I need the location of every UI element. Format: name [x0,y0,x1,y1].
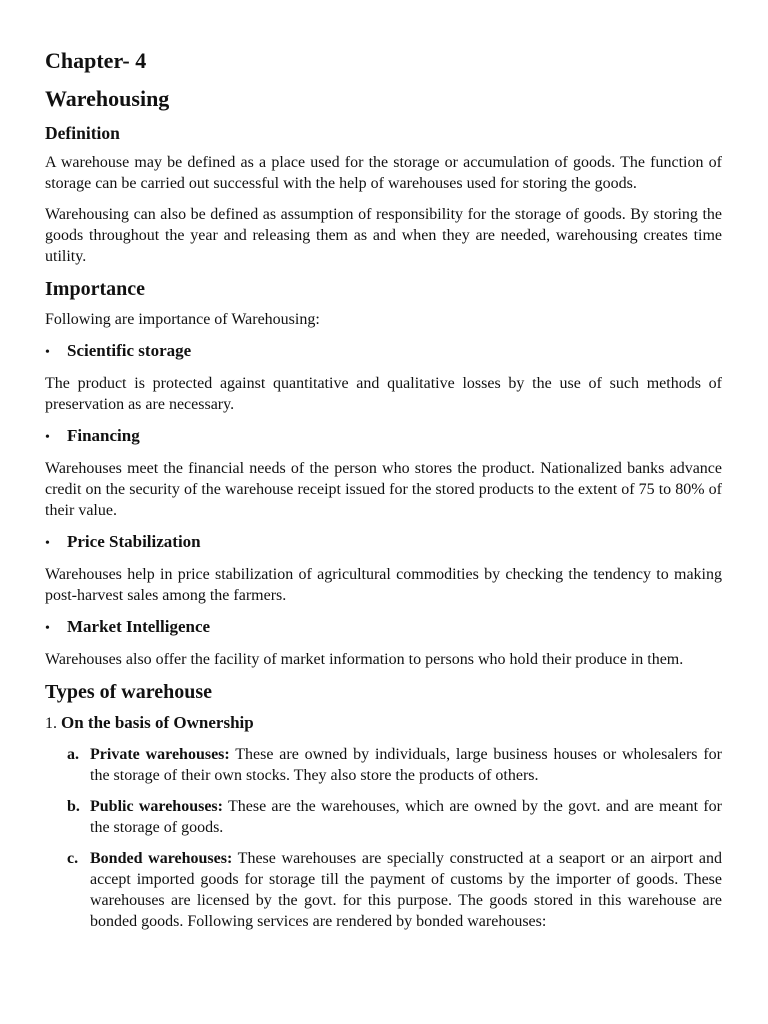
list-item-term: Bonded warehouses: [90,850,233,867]
number-label: 1. [45,715,57,732]
bullet-title: Market Intelligence [67,617,211,636]
definition-paragraph-2: Warehousing can also be defined as assumption of responsibility for the storage of goods. By storing the goods throughout the year and releasing them as and when they are needed, warehousing creates time utility. [45,206,722,265]
definition-paragraph-1: A warehouse may be defined as a place used for the storage or accumulation of goods. The function of storage can be carried out successful with the help of warehouses used for storing the goods. [45,154,722,192]
importance-intro: Following are importance of Warehousing: [45,311,320,328]
bullet-paragraph: The product is protected against quantitative and qualitative losses by the use of such methods of preservation as are necessary. [45,375,722,413]
bullet-item-price-stabilization [45,531,722,555]
bullet-icon: • [45,430,50,445]
list-marker: a. [67,746,79,763]
list-marker: b. [67,798,80,815]
bullet-title: Financing [67,426,140,445]
bullet-paragraph: Warehouses also offer the facility of market information to persons who hold their produce in them. [45,651,684,668]
bullet-icon: • [45,345,50,360]
list-item-text: These warehouses are specially constructed at a seaport or an airport and accept imported goods for storage till the payment of customs by the importer of goods. These warehouses are licensed by the govt. for this purpose. The goods stored in this warehouse are bonded goods. Following services are rendered by bonded warehouses: [90,850,723,930]
list-item-bonded-warehouses [45,848,722,932]
list-marker: c. [67,850,79,867]
list-item-private-warehouses [45,744,722,786]
bullet-paragraph: Warehouses meet the financial needs of the person who stores the product. Nationalized banks advance credit on the security of the warehouse receipt issued for the stored products to the extent of 75 to 80% of their value. [45,460,722,519]
bullet-paragraph: Warehouses help in price stabilization of agricultural commodities by checking the tendency to making post-harvest sales among the farmers. [45,566,722,604]
bullet-icon: • [45,621,50,636]
section-heading-importance: Importance [45,278,145,300]
list-item-public-warehouses [45,796,722,838]
section-heading-definition: Definition [45,123,120,143]
list-item-term: Private warehouses: [90,746,230,763]
list-item-body [90,796,722,838]
list-item-text: These are the warehouses, which are owned by the govt. and are meant for the storage of goods. [90,798,722,836]
page-title: Warehousing [45,86,170,111]
bullet-item-scientific-storage [45,340,722,364]
bullet-item-market-intelligence [45,616,722,640]
chapter-label: Chapter- 4 [45,48,147,73]
list-item-term: Public warehouses: [90,798,223,815]
list-item-body [90,848,722,932]
bullet-icon: • [45,536,50,551]
numbered-heading-text: On the basis of Ownership [61,713,254,732]
bullet-item-financing [45,425,722,449]
list-item-text: These are owned by individuals, large business houses or wholesalers for the storage of their own stocks. They also store the products of others. [90,746,722,784]
numbered-heading-ownership [45,712,722,734]
bullet-title: Scientific storage [67,341,192,360]
list-item-body [90,744,722,786]
bullet-title: Price Stabilization [67,532,201,551]
section-heading-types: Types of warehouse [45,681,213,703]
